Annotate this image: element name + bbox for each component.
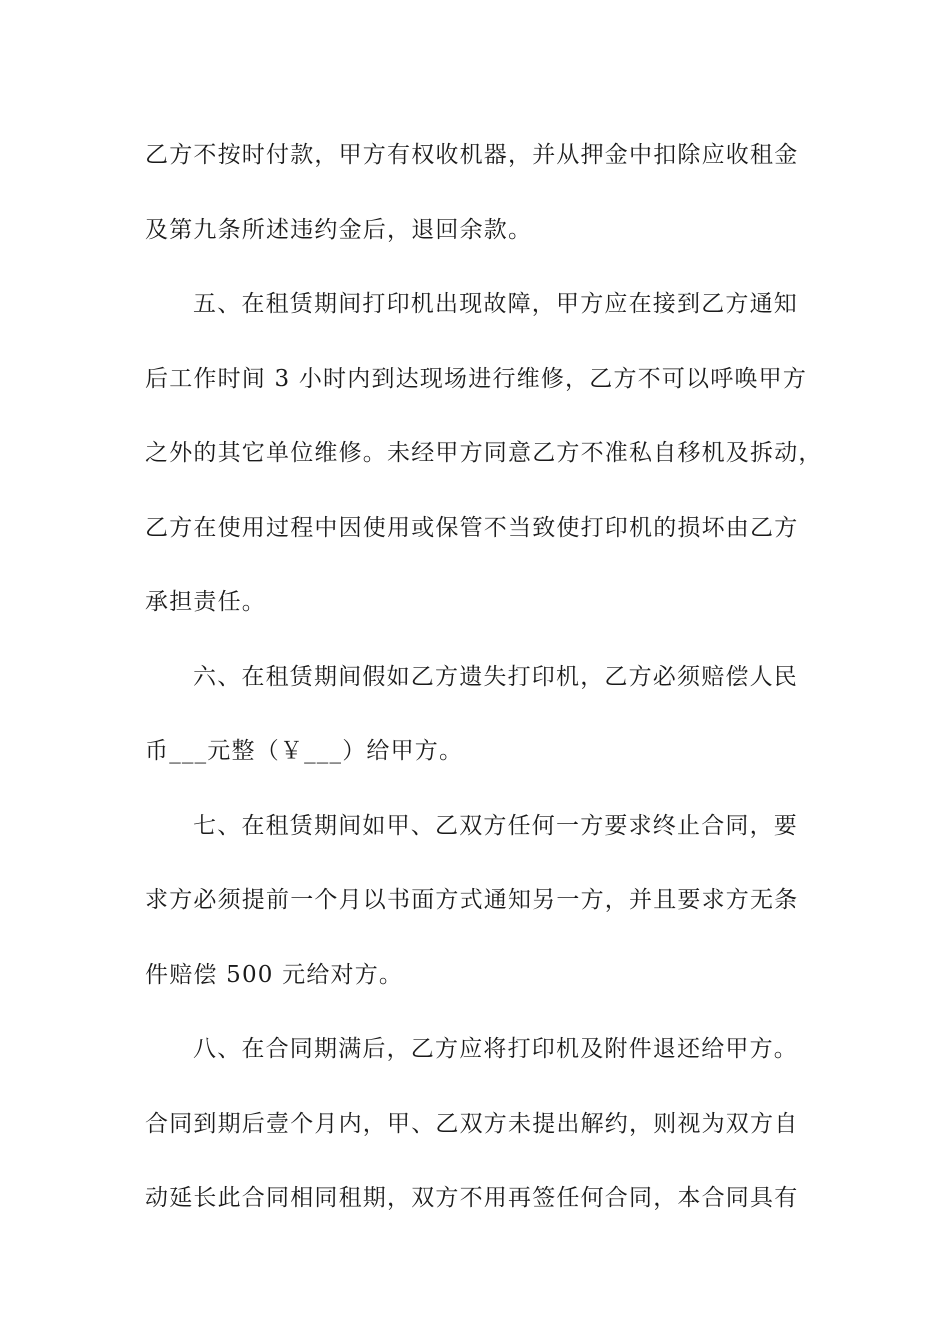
- text-line: 后工作时间 3 小时内到达现场进行维修，乙方不可以呼唤甲方: [145, 365, 808, 392]
- text-line: 之外的其它单位维修。未经甲方同意乙方不准私自移机及拆动，: [145, 440, 823, 466]
- text-line: 币___元整（￥___）给甲方。: [145, 738, 464, 764]
- text-line: 动延长此合同相同租期，双方不用再签任何合同，本合同具有: [145, 1185, 799, 1211]
- text-line: 合同到期后壹个月内，甲、乙双方未提出解约，则视为双方自: [145, 1110, 799, 1137]
- clause-seven-start: 七、在租赁期间如甲、乙双方任何一方要求终止合同，要: [193, 812, 798, 839]
- clause-five-start: 五、在租赁期间打印机出现故障，甲方应在接到乙方通知: [193, 291, 798, 317]
- text-line: 乙方在使用过程中因使用或保管不当致使打印机的损坏由乙方: [145, 514, 799, 541]
- text-line: 承担责任。: [145, 589, 266, 615]
- clause-eight-start: 八、在合同期满后，乙方应将打印机及附件退还给甲方。: [193, 1036, 798, 1062]
- text-line: 求方必须提前一个月以书面方式通知另一方，并且要求方无条: [145, 887, 799, 913]
- text-line: 及第九条所述违约金后，退回余款。: [145, 216, 533, 243]
- contract-text: [145, 118, 825, 1236]
- clause-six-start: 六、在租赁期间假如乙方遗失打印机，乙方必须赔偿人民: [193, 663, 798, 690]
- text-line: 乙方不按时付款，甲方有权收机器，并从押金中扣除应收租金: [145, 142, 799, 168]
- text-line: 件赔偿 500 元给对方。: [145, 961, 404, 988]
